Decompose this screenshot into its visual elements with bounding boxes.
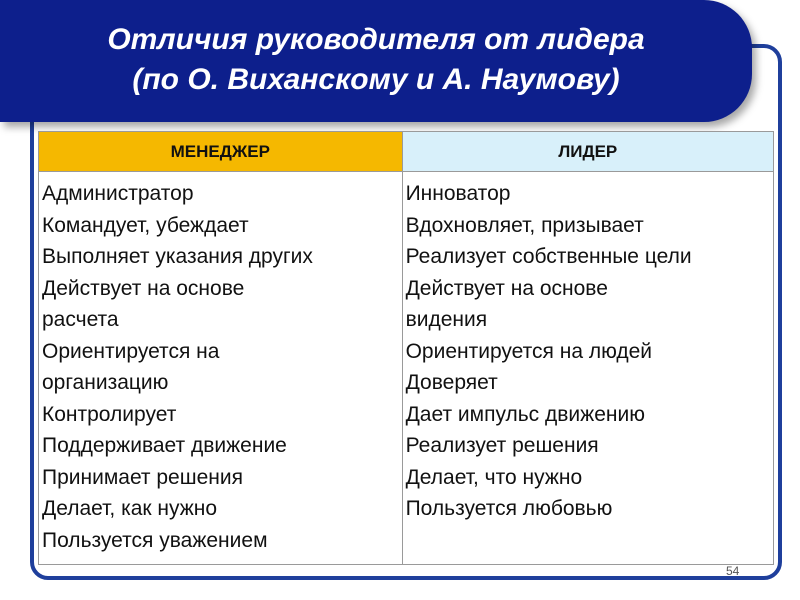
leader-traits-list: [406, 178, 771, 525]
list-item: Пользуется любовью: [405, 497, 613, 520]
title-line-2: (по О. Виханскому и А. Наумову): [132, 63, 620, 96]
list-item: Администратор: [42, 182, 194, 205]
slide-title: [0, 20, 752, 100]
list-item: Дает импульс движению: [405, 402, 645, 426]
list-item: Делает, как нужно: [42, 497, 218, 520]
list-item: Поддерживает движение: [42, 434, 287, 457]
manager-traits-list: [42, 178, 400, 556]
list-item: Ориентируется на людей: [405, 339, 653, 363]
title-banner: [0, 0, 752, 122]
content-row: [39, 172, 774, 565]
leader-traits-cell: [402, 172, 773, 565]
list-item: Инноватор: [405, 182, 511, 205]
page-number: 54: [726, 564, 740, 578]
list-item: Вдохновляет, призывает: [405, 213, 644, 237]
comparison-table: [38, 131, 774, 565]
list-item: Выполняет указания других: [42, 245, 313, 268]
leader-column-header: ЛИДЕР: [402, 132, 773, 172]
list-item: Реализует решения: [405, 434, 599, 457]
list-item: Доверяет: [405, 371, 498, 394]
header-row: [39, 132, 774, 172]
list-item: Контролирует: [42, 402, 177, 426]
manager-traits-cell: [39, 172, 403, 565]
manager-column-header: МЕНЕДЖЕР: [39, 132, 403, 172]
list-item: Реализует собственные цели: [405, 245, 692, 268]
list-item: Действует на основе видения: [405, 276, 608, 331]
title-line-1: Отличия руководителя от лидера: [107, 23, 645, 56]
list-item: Ориентируется на организацию: [42, 339, 220, 394]
list-item: Командует, убеждает: [42, 213, 249, 237]
list-item: Принимает решения: [42, 465, 243, 489]
list-item: Пользуется уважением: [42, 528, 268, 552]
list-item: Делает, что нужно: [405, 465, 583, 489]
list-item: Действует на основе расчета: [42, 276, 245, 331]
